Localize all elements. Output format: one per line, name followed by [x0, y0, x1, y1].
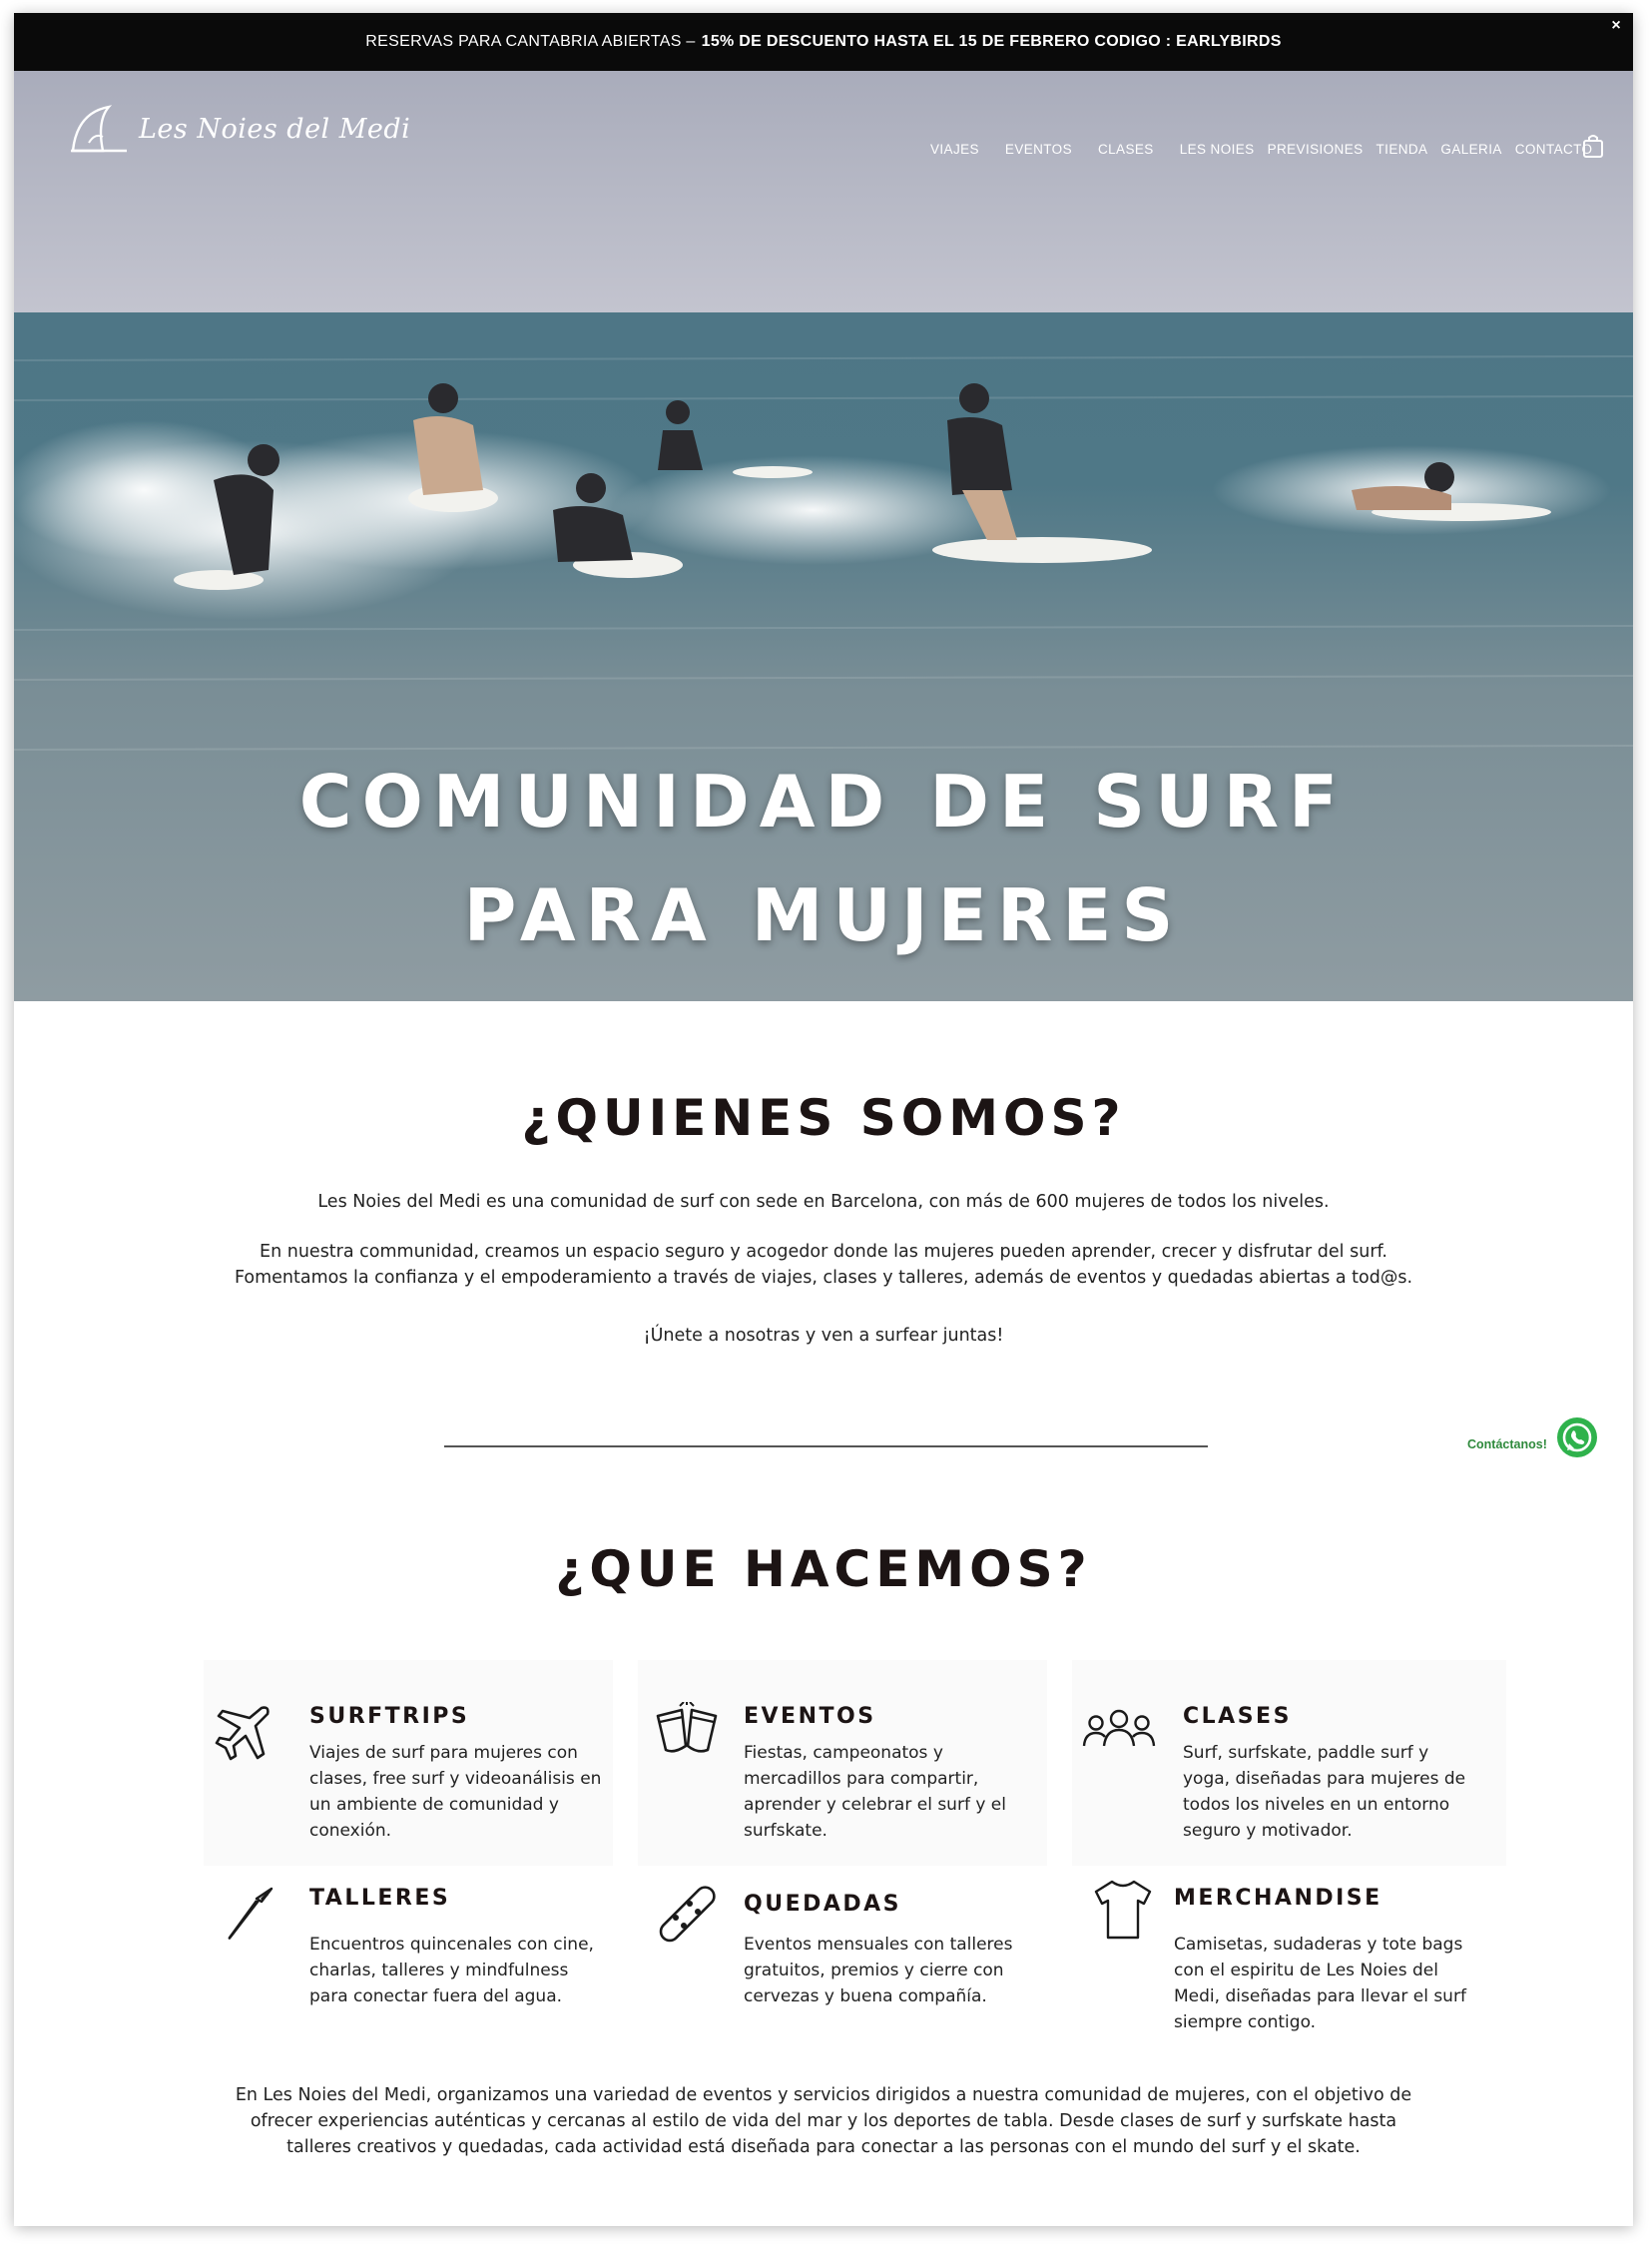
service-description — [309, 1740, 601, 1844]
service-description — [1174, 1932, 1466, 2035]
nav-item-contacto[interactable]: CONTACTO — [1514, 142, 1593, 157]
surf-fin-logo-icon — [69, 103, 129, 155]
tshirt-icon — [1092, 1878, 1154, 1942]
browser-page — [14, 13, 1633, 2226]
desc-line: todos los niveles en un entorno — [1183, 1795, 1450, 1815]
promo-close-button[interactable]: × — [1611, 17, 1621, 34]
service-title: MERCHANDISE — [1174, 1886, 1382, 1911]
desc-line: charlas, talleres y mindfulness — [309, 1961, 569, 1980]
desc-line: Surf, surfskate, paddle surf y — [1183, 1743, 1429, 1763]
service-card-surftrips — [204, 1660, 613, 1866]
airplane-icon — [214, 1702, 275, 1764]
desc-line: Encuentros quincenales con cine, — [309, 1935, 594, 1955]
desc-line: gratuitos, premios y cierre con — [744, 1961, 1004, 1980]
cheers-icon — [652, 1702, 722, 1760]
service-description — [1183, 1740, 1465, 1844]
service-card-quedadas — [638, 1872, 1047, 2061]
desc-line: mercadillos para compartir, — [744, 1769, 979, 1789]
desc-line: cervezas y buena compañía. — [744, 1986, 987, 2006]
whatsapp-label: Contáctanos! — [1467, 1437, 1547, 1451]
desc-line: yoga, diseñadas para mujeres de — [1183, 1769, 1466, 1789]
promo-highlight: 15% DE DESCUENTO HASTA EL 15 DE FEBRERO CODIGO : EARLYBIRDS — [701, 33, 1282, 50]
promo-bar — [14, 13, 1633, 71]
about-paragraph-1: Les Noies del Medi es una comunidad de surf con sede en Barcelona, con más de 600 mujeres de todos los niveles. — [317, 1192, 1330, 1212]
service-card-eventos — [638, 1660, 1047, 1866]
service-card-merchandise — [1072, 1872, 1506, 2061]
service-title: EVENTOS — [744, 1704, 876, 1729]
hero-headline — [14, 745, 1633, 972]
brand-name: Les Noies del Medi — [139, 113, 411, 145]
service-title: QUEDADAS — [744, 1892, 902, 1917]
hero-headline-line1: COMUNIDAD DE SURF — [298, 760, 1349, 843]
summary-line: ofrecer experiencias auténticas y cercanas al estilo de vida del mar y los deportes de tabla. Desde clases de surf y surfskate hasta — [250, 2111, 1397, 2131]
desc-line: Viajes de surf para mujeres con — [309, 1743, 578, 1763]
summary-line: En Les Noies del Medi, organizamos una variedad de eventos y servicios dirigidos a nuestra comunidad de mujeres, con el objetivo de — [235, 2085, 1412, 2105]
desc-line: Eventos mensuales con talleres — [744, 1935, 1013, 1955]
desc-line: un ambiente de comunidad y — [309, 1795, 559, 1815]
nav-item-previsiones[interactable]: PREVISIONES — [1267, 142, 1364, 157]
service-title: SURFTRIPS — [309, 1704, 470, 1729]
nav-item-tienda[interactable]: TIENDA — [1376, 142, 1428, 157]
service-card-clases — [1072, 1660, 1506, 1866]
nav-menu — [930, 142, 1592, 157]
desc-line: con el espiritu de Les Noies del — [1174, 1961, 1438, 1980]
paintbrush-icon — [226, 1886, 275, 1942]
summary-line: talleres creativos y quedadas, cada actividad está diseñada para conectar a las personas con el mundo del surf y el skate. — [286, 2137, 1361, 2157]
service-card-talleres — [204, 1872, 613, 2061]
services-summary — [225, 2082, 1422, 2160]
service-title: TALLERES — [309, 1886, 451, 1911]
desc-line: para conectar fuera del agua. — [309, 1986, 563, 2006]
shopping-bag-icon[interactable] — [1582, 133, 1604, 159]
service-description — [309, 1932, 594, 2009]
promo-text: RESERVAS PARA CANTABRIA ABIERTAS – — [365, 33, 696, 50]
whatsapp-icon — [1555, 1415, 1599, 1459]
about-paragraph-2b: Fomentamos la confianza y el empoderamiento a través de viajes, clases y talleres, además de eventos y quedadas abiertas a tod@s. — [234, 1268, 1413, 1288]
nav-item-galeria[interactable]: GALERIA — [1440, 142, 1502, 157]
desc-line: aprender y celebrar el surf y el — [744, 1795, 1006, 1815]
desc-line: Fiestas, campeonatos y — [744, 1743, 943, 1763]
desc-line: Camisetas, sudaderas y tote bags — [1174, 1935, 1463, 1955]
about-paragraph-2a: En nuestra communidad, creamos un espacio seguro y acogedor donde las mujeres pueden aprender, crecer y disfrutar del surf. — [260, 1242, 1387, 1262]
service-title: CLASES — [1183, 1704, 1292, 1729]
desc-line: seguro y motivador. — [1183, 1821, 1353, 1841]
nav-item-eventos[interactable]: EVENTOS — [1004, 142, 1072, 157]
skateboard-icon — [656, 1884, 718, 1946]
service-description — [744, 1740, 1006, 1844]
group-icon — [1082, 1708, 1156, 1750]
nav-item-les-noies[interactable]: LES NOIES — [1179, 142, 1255, 157]
about-paragraph-3: ¡Únete a nosotras y ven a surfear juntas! — [643, 1326, 1004, 1346]
desc-line: conexión. — [309, 1821, 392, 1841]
services-title: ¿QUE HACEMOS? — [555, 1540, 1092, 1598]
brand-logo[interactable] — [69, 103, 410, 155]
whatsapp-contact-button[interactable] — [1467, 1415, 1599, 1459]
section-divider — [444, 1445, 1208, 1447]
desc-line: surfskate. — [744, 1821, 827, 1841]
nav-item-viajes[interactable]: VIAJES — [930, 142, 979, 157]
service-description — [744, 1932, 1013, 2009]
desc-line: siempre contigo. — [1174, 2012, 1317, 2032]
about-title: ¿QUIENES SOMOS? — [521, 1089, 1126, 1147]
main-navigation — [14, 71, 1633, 201]
desc-line: clases, free surf y videoanálisis en — [309, 1769, 602, 1789]
about-text — [225, 1189, 1422, 1349]
nav-item-clases[interactable]: CLASES — [1098, 142, 1154, 157]
desc-line: Medi, diseñadas para llevar el surf — [1174, 1986, 1466, 2006]
hero-headline-line2: PARA MUJERES — [463, 873, 1184, 957]
hero-section — [14, 71, 1633, 1001]
